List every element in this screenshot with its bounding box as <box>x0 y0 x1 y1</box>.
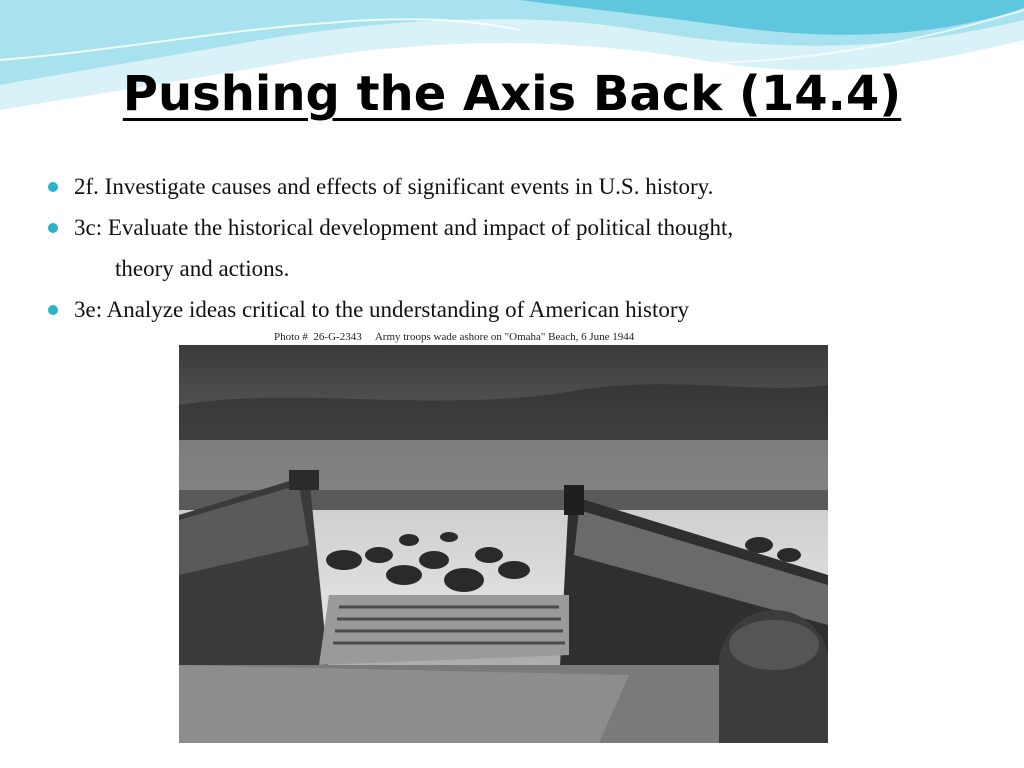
objective-text: 3e: Analyze ideas critical to the understanding of American history <box>74 297 690 322</box>
slide-title-text: Pushing the Axis Back (14.4) <box>122 66 902 122</box>
bullet-dot-icon <box>48 305 58 315</box>
photo-caption: Photo # 26-G-2343 Army troops wade ashore on "Omaha" Beach, 6 June 1944 <box>274 331 635 343</box>
objective-item <box>46 289 986 330</box>
objective-text-continuation: theory and actions. <box>115 256 290 281</box>
objective-text: 2f. Investigate causes and effects of significant events in U.S. history. <box>74 174 714 199</box>
objective-item <box>46 207 986 289</box>
slide-title <box>0 58 1024 130</box>
objective-text: 3c: Evaluate the historical development and impact of political thought, <box>74 215 734 240</box>
bullet-dot-icon <box>48 182 58 192</box>
omaha-beach-photo <box>179 345 828 743</box>
objectives-list <box>46 166 986 330</box>
objective-item <box>46 166 986 207</box>
bullet-dot-icon <box>48 223 58 233</box>
